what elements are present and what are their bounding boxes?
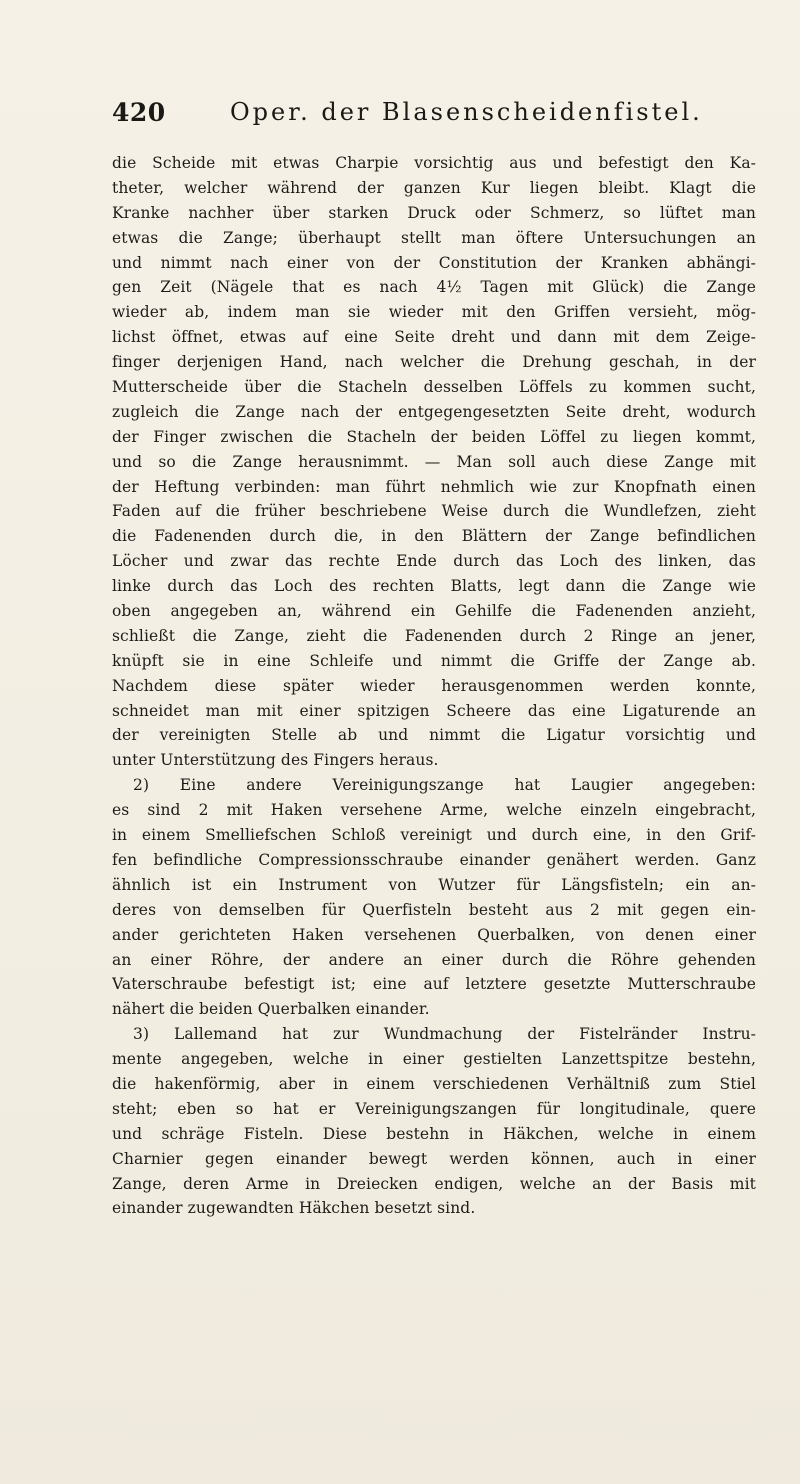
text-line: der vereinigten Stelle ab und nimmt die Ligatur vorsichtig und xyxy=(112,726,756,745)
text-line: lichst öffnet, etwas auf eine Seite dreht und dann mit dem Zeige- xyxy=(112,328,756,347)
text-line: schneidet man mit einer spitzigen Scheere das eine Ligaturende an xyxy=(112,701,756,720)
text-line: in einem Smelliefschen Schloß vereinigt und durch eine, in den Grif- xyxy=(112,826,756,845)
text-line: und schräge Fisteln. Diese bestehn in Häkchen, welche in einem xyxy=(112,1124,756,1143)
text-line: Mutterscheide über die Stacheln desselben Löffels zu kommen sucht, xyxy=(112,378,756,397)
paragraph-start-line: 3) Lallemand hat zur Wundmachung der Fistelränder Instru- xyxy=(133,1025,756,1044)
text-line: gen Zeit (Nägele that es nach 4½ Tagen mit Glück) die Zange xyxy=(112,278,756,297)
text-line: Kranke nachher über starken Druck oder Schmerz, so lüftet man xyxy=(112,203,756,222)
text-line: einander zugewandten Häkchen besetzt sind. xyxy=(112,1199,476,1218)
text-line: knüpft sie in eine Schleife und nimmt die Griffe der Zange ab. xyxy=(112,651,756,670)
text-line: linke durch das Loch des rechten Blatts, legt dann die Zange wie xyxy=(112,577,756,596)
text-line: an einer Röhre, der andere an einer durch die Röhre gehenden xyxy=(112,950,756,969)
text-line: Nachdem diese später wieder herausgenommen werden konnte, xyxy=(112,676,756,695)
text-line: theter, welcher während der ganzen Kur liegen bleibt. Klagt die xyxy=(112,178,756,197)
page-number: 420 xyxy=(112,98,166,127)
text-line: Charnier gegen einander bewegt werden können, auch in einer xyxy=(112,1149,756,1168)
text-line: etwas die Zange; überhaupt stellt man öftere Untersuchungen an xyxy=(112,228,756,247)
text-line: schließt die Zange, zieht die Fadenenden durch 2 Ringe an jener, xyxy=(112,626,756,645)
text-line: wieder ab, indem man sie wieder mit den Griffen versieht, mög- xyxy=(112,303,756,322)
body-text xyxy=(112,151,756,1221)
text-line: Löcher und zwar das rechte Ende durch das Loch des linken, das xyxy=(112,552,756,571)
text-line: Faden auf die früher beschriebene Weise durch die Wundlefzen, zieht xyxy=(112,502,756,521)
text-line: steht; eben so hat er Vereinigungszangen für longitudinale, quere xyxy=(112,1099,756,1118)
text-line: und nimmt nach einer von der Constitution der Kranken abhängi- xyxy=(112,253,756,272)
page-header xyxy=(112,98,752,138)
text-line: fen befindliche Compressionsschraube einander genähert werden. Ganz xyxy=(112,850,756,869)
text-line: ander gerichteten Haken versehenen Querbalken, von denen einer xyxy=(112,925,756,944)
text-line: der Finger zwischen die Stacheln der beiden Löffel zu liegen kommt, xyxy=(112,427,756,446)
text-line: der Heftung verbinden: man führt nehmlich wie zur Knopfnath einen xyxy=(112,477,756,496)
text-line: die Scheide mit etwas Charpie vorsichtig aus und befestigt den Ka- xyxy=(112,154,756,172)
text-line: mente angegeben, welche in einer gestielten Lanzettspitze bestehn, xyxy=(112,1050,756,1069)
text-line: die Fadenenden durch die, in den Blättern der Zange befindlichen xyxy=(112,527,756,546)
text-line: es sind 2 mit Haken versehene Arme, welche einzeln eingebracht, xyxy=(112,801,756,820)
text-line: ähnlich ist ein Instrument von Wutzer für Längsfisteln; ein an- xyxy=(112,875,756,894)
paragraph-start-line: 2) Eine andere Vereinigungszange hat Laugier angegeben: xyxy=(133,776,756,795)
text-line: und so die Zange herausnimmt. — Man soll auch diese Zange mit xyxy=(112,452,756,471)
text-line: nähert die beiden Querbalken einander. xyxy=(112,1000,430,1019)
text-line: oben angegeben an, während ein Gehilfe die Fadenenden anzieht, xyxy=(112,602,756,621)
running-title: Oper. der Blasenscheidenfistel. xyxy=(230,98,703,126)
text-line: unter Unterstützung des Fingers heraus. xyxy=(112,751,439,770)
text-line: deres von demselben für Querfisteln besteht aus 2 mit gegen ein- xyxy=(112,900,756,919)
text-line: Zange, deren Arme in Dreiecken endigen, welche an der Basis mit xyxy=(112,1174,756,1193)
text-line: Vaterschraube befestigt ist; eine auf letztere gesetzte Mutterschraube xyxy=(112,975,756,994)
text-line: die hakenförmig, aber in einem verschiedenen Verhältniß zum Stiel xyxy=(112,1074,756,1093)
text-line: finger derjenigen Hand, nach welcher die Drehung geschah, in der xyxy=(112,353,756,372)
text-line: zugleich die Zange nach der entgegengesetzten Seite dreht, wodurch xyxy=(112,402,756,421)
